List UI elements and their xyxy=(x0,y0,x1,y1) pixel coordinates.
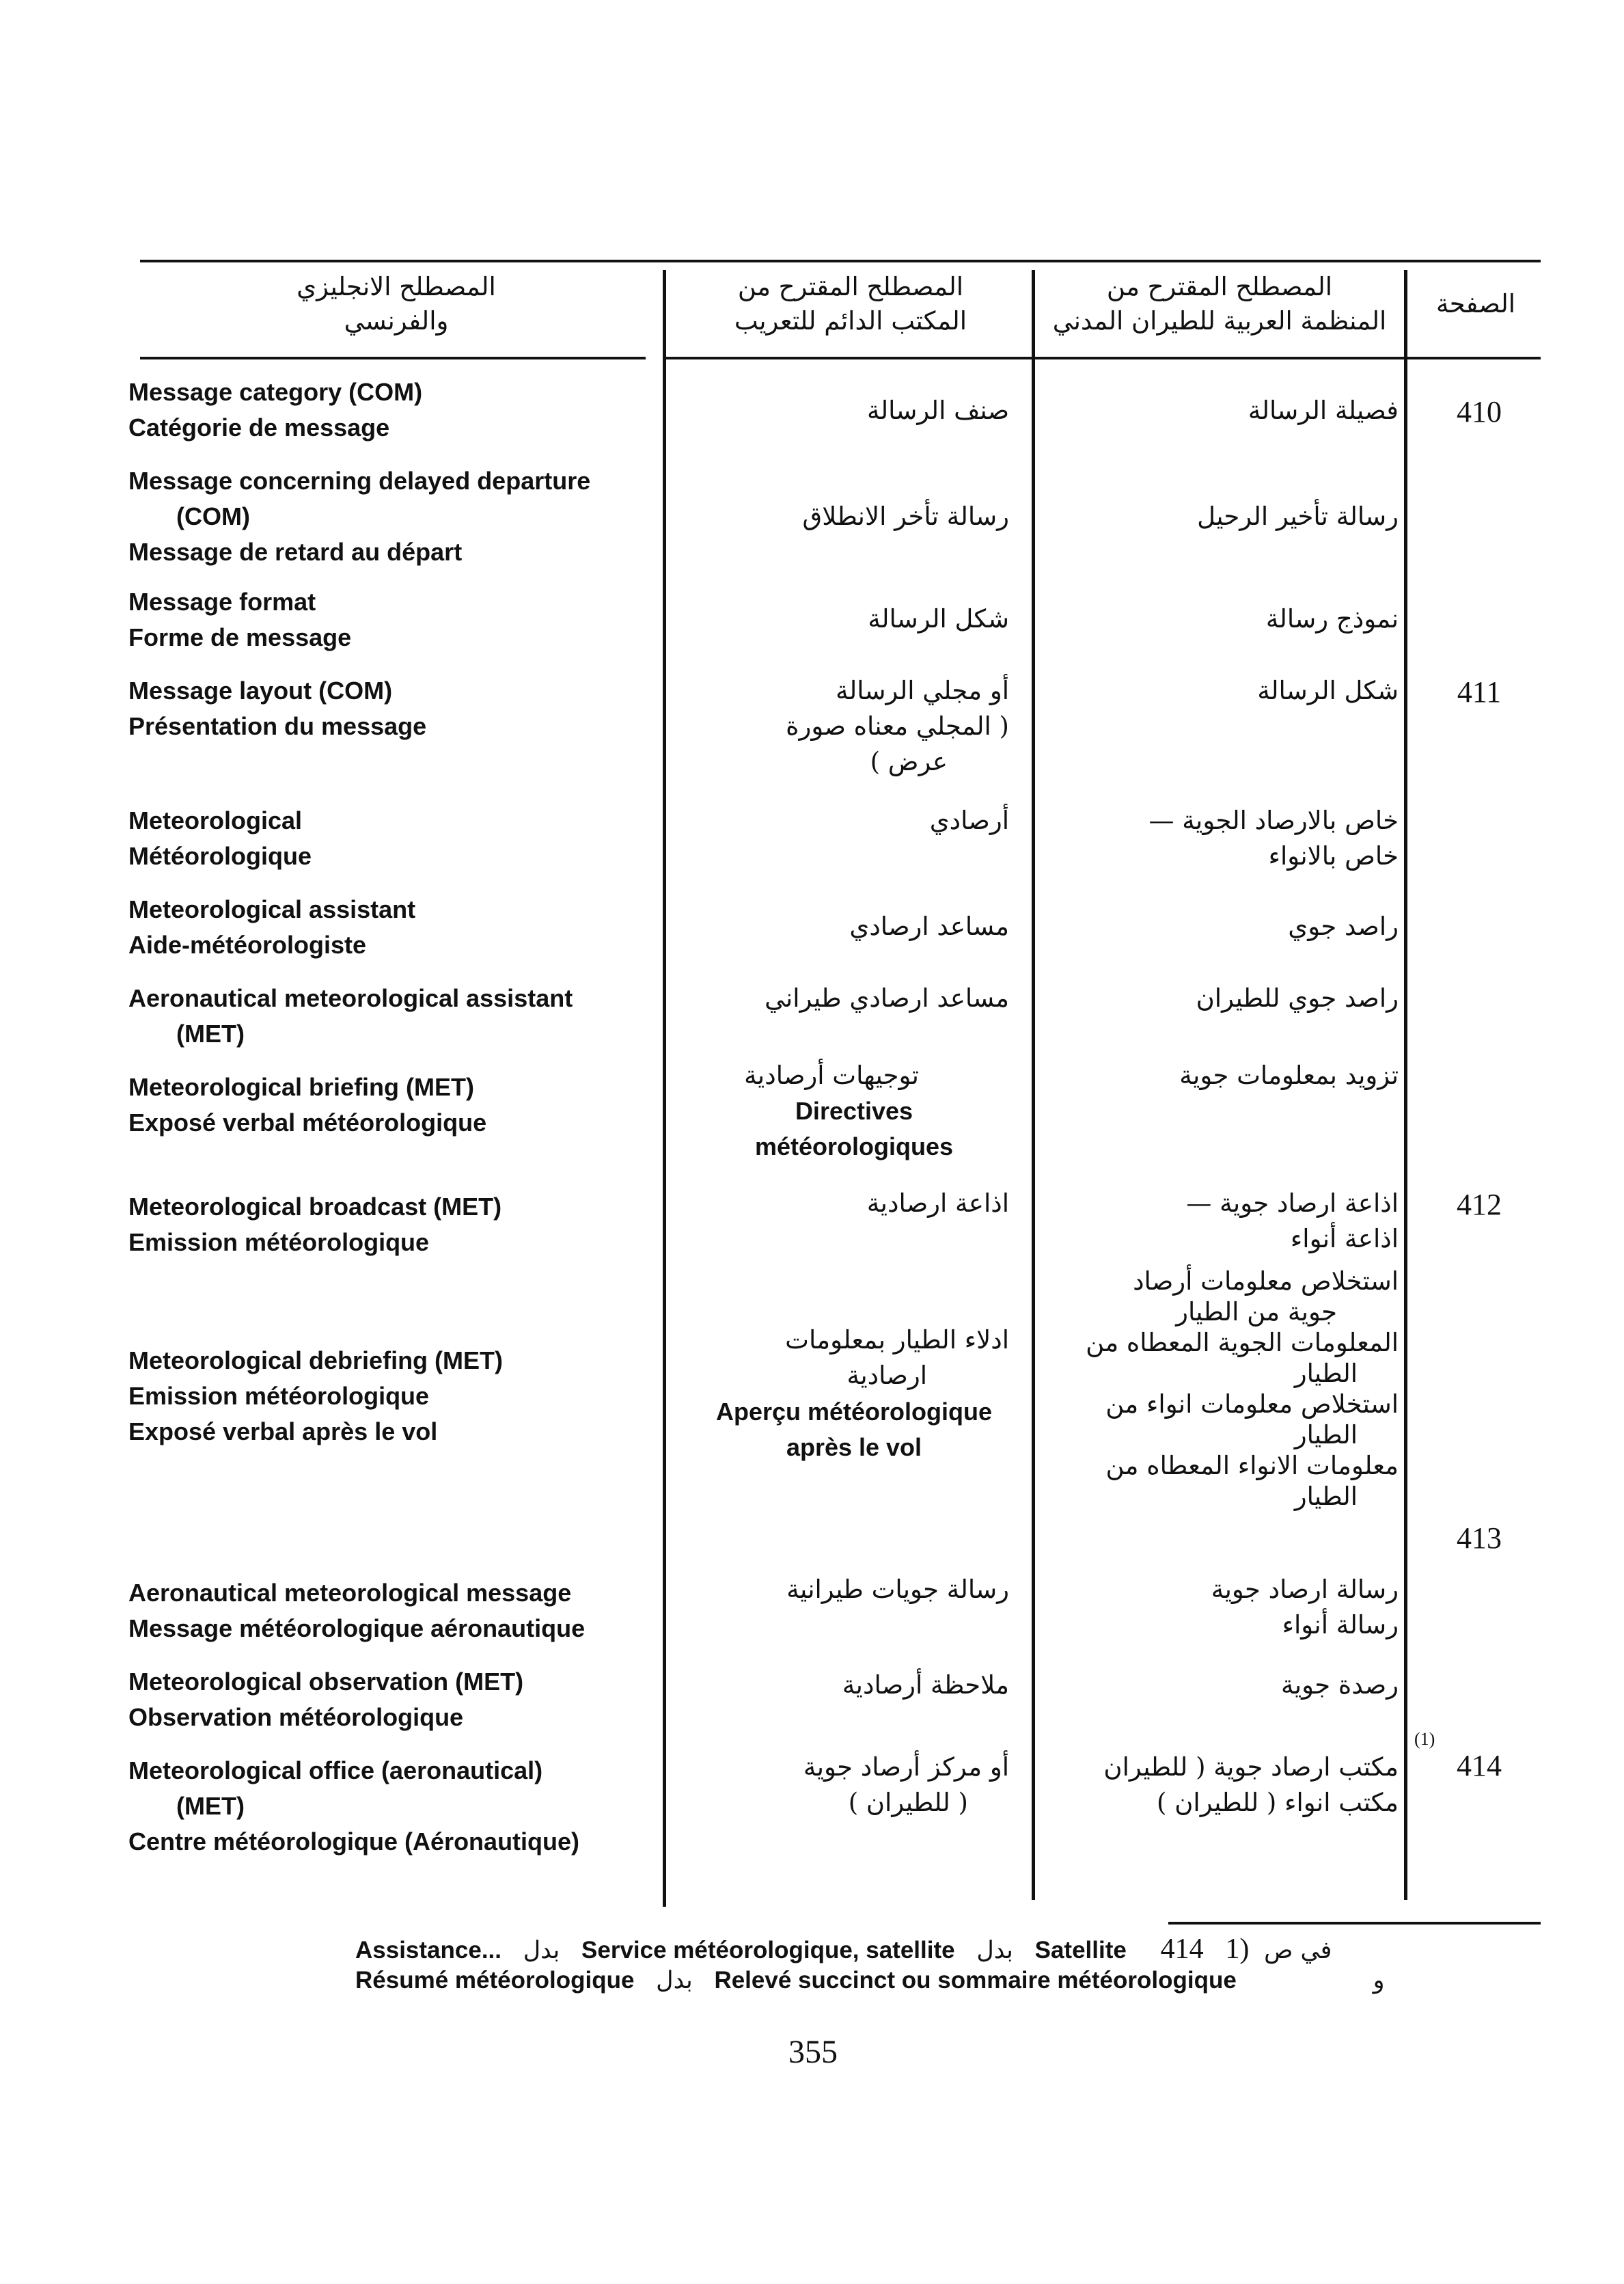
ar-line: الطيار xyxy=(1294,1420,1358,1450)
header-org xyxy=(1038,270,1401,338)
bureau-term-fr xyxy=(676,1093,1032,1165)
footnote-mark: (1 xyxy=(1225,1933,1250,1965)
term-line: Meteorological office (aeronautical) xyxy=(128,1756,543,1784)
footnote-ar: بدل xyxy=(656,1967,693,1994)
page-ref: 414 xyxy=(1457,1749,1502,1782)
term-line: Aide-météorologiste xyxy=(128,931,367,959)
org-term xyxy=(1016,1750,1399,1821)
term-line: (MET) xyxy=(176,1020,245,1048)
footnote-text: Satellite xyxy=(1034,1937,1127,1963)
bureau-term xyxy=(654,909,1009,944)
ar-line: الطيار xyxy=(1294,1482,1358,1511)
fr-line: Aperçu météorologique xyxy=(715,1398,993,1426)
term-en-fr xyxy=(128,375,668,446)
footnote-ar: و xyxy=(1373,1967,1385,1994)
org-term xyxy=(1016,673,1399,709)
header-page-label: الصفحة xyxy=(1435,289,1516,318)
term-en-fr xyxy=(128,1343,668,1450)
fr-line: Directives xyxy=(795,1097,913,1125)
ar-line: ملاحظة أرصادية xyxy=(842,1670,1009,1700)
term-line: (MET) xyxy=(176,1792,245,1820)
ar-line: استخلاص معلومات انواء من xyxy=(1105,1389,1399,1419)
term-en-fr xyxy=(128,1189,668,1260)
footnote-text: Service météorologique, satellite xyxy=(581,1937,955,1963)
bureau-term xyxy=(654,1186,1009,1221)
org-term xyxy=(1016,981,1399,1016)
footnote-line-2 xyxy=(355,1967,1384,1994)
bureau-term xyxy=(654,1572,1009,1607)
fr-line: météorologiques xyxy=(754,1132,954,1160)
org-term xyxy=(1016,1668,1399,1703)
ar-line: أو مركز أرصاد جوية xyxy=(803,1752,1009,1782)
term-en-fr xyxy=(128,1575,668,1646)
ar-line: توجيهات أرصادية xyxy=(744,1061,919,1090)
org-term xyxy=(1016,1058,1399,1093)
term-line: Catégorie de message xyxy=(128,413,390,441)
org-term xyxy=(1016,1266,1399,1512)
column-divider-3 xyxy=(1404,270,1407,1900)
term-en-fr xyxy=(128,981,668,1052)
term-line: Observation météorologique xyxy=(128,1703,464,1731)
page-ref: 410 xyxy=(1457,395,1502,429)
ar-line: شكل الرسالة xyxy=(1257,676,1399,705)
ar-line: مساعد ارصادي طيراني xyxy=(765,983,1009,1013)
bureau-term xyxy=(654,393,1009,429)
org-term xyxy=(1016,1572,1399,1643)
ar-line: راصد جوي للطيران xyxy=(1196,983,1399,1013)
org-term xyxy=(1016,909,1399,944)
page-ref: 412 xyxy=(1457,1188,1502,1221)
ar-line: رصدة جوية xyxy=(1281,1670,1399,1700)
bureau-term-fr xyxy=(676,1394,1032,1465)
term-line: Emission météorologique xyxy=(128,1228,430,1256)
footnote-text: Relevé succinct ou sommaire météorologique xyxy=(714,1967,1237,1994)
header-org-line1: المصطلح المقترح من xyxy=(1106,272,1333,301)
footnote-ar: في ص xyxy=(1264,1937,1332,1964)
term-en-fr xyxy=(128,1753,668,1860)
org-term xyxy=(1016,393,1399,429)
ar-line: راصد جوي xyxy=(1288,912,1399,941)
term-line: (COM) xyxy=(176,502,250,530)
ar-line: رسالة تأخر الانطلاق xyxy=(802,502,1009,531)
term-line: Message format xyxy=(128,588,316,616)
term-line: Meteorological broadcast (MET) xyxy=(128,1193,502,1221)
bureau-term xyxy=(654,673,1009,780)
header-org-line2: المنظمة العربية للطيران المدني xyxy=(1052,306,1387,336)
ar-line: اذاعة ارصاد جوية — xyxy=(1186,1188,1399,1218)
term-en-fr xyxy=(128,584,668,655)
ar-line: ( للطيران ) xyxy=(848,1788,968,1817)
ar-line: ادلاء الطيار بمعلومات xyxy=(785,1325,1009,1355)
header-terms xyxy=(178,270,615,338)
term-line: Centre météorologique (Aéronautique) xyxy=(128,1827,580,1855)
term-en-fr xyxy=(128,892,668,963)
header-rule-right xyxy=(666,357,1541,359)
page-ref: 411 xyxy=(1457,675,1502,709)
term-line: Meteorological briefing (MET) xyxy=(128,1073,475,1101)
fr-line: après le vol xyxy=(786,1433,922,1461)
footnote-ar: بدل xyxy=(976,1937,1013,1964)
ar-line: فصيلة الرسالة xyxy=(1248,396,1399,425)
ar-line: استخلاص معلومات أرصاد xyxy=(1133,1266,1399,1296)
bureau-term xyxy=(654,981,1009,1016)
ar-line: عرض ) xyxy=(870,747,948,776)
term-line: Aeronautical meteorological message xyxy=(128,1579,572,1607)
org-term xyxy=(1016,803,1399,874)
ar-line: أرصادي xyxy=(929,806,1009,835)
term-line: Message concerning delayed departure xyxy=(128,467,591,495)
bureau-term xyxy=(654,1322,1009,1393)
ar-line: رسالة تأخير الرحيل xyxy=(1197,502,1399,531)
bureau-term xyxy=(654,1750,1009,1821)
bureau-term xyxy=(654,803,1009,839)
ar-line: رسالة ارصاد جوية xyxy=(1211,1575,1399,1604)
ar-line: الطيار xyxy=(1294,1359,1358,1388)
ar-line: تزويد بمعلومات جوية xyxy=(1179,1061,1399,1090)
ar-line: خاص بالارصاد الجوية — xyxy=(1148,806,1399,835)
bureau-term xyxy=(654,1668,1009,1703)
header-page xyxy=(1411,287,1541,321)
ar-line: شكل الرسالة xyxy=(868,604,1009,634)
term-line: Meteorological debriefing (MET) xyxy=(128,1346,504,1374)
ar-line: نموذج رسالة xyxy=(1265,604,1399,634)
ar-line: ( المجلي معناه صورة xyxy=(786,711,1009,741)
term-line: Météorologique xyxy=(128,842,312,870)
term-en-fr xyxy=(128,803,668,874)
ar-line: خاص بالانواء xyxy=(1268,841,1399,871)
header-bureau-line2: المكتب الدائم للتعريب xyxy=(734,306,967,336)
term-en-fr xyxy=(128,673,668,744)
term-line: Message météorologique aéronautique xyxy=(128,1614,586,1642)
ar-line: رسالة أنواء xyxy=(1282,1610,1399,1640)
term-line: Message category (COM) xyxy=(128,378,423,406)
header-terms-line1: المصطلح الانجليزي xyxy=(297,272,496,301)
bureau-term xyxy=(654,1058,1009,1093)
term-line: Meteorological observation (MET) xyxy=(128,1668,524,1696)
ar-line: اذاعة ارصادية xyxy=(866,1188,1009,1218)
ar-line: معلومات الانواء المعطاه من xyxy=(1105,1451,1399,1480)
page-footnote-mark: (1) xyxy=(1414,1729,1435,1749)
ar-line: ارصادية xyxy=(847,1361,927,1390)
header-bureau-line1: المصطلح المقترح من xyxy=(737,272,964,301)
term-line: Message de retard au départ xyxy=(128,538,463,566)
ar-line: رسالة جويات طيرانية xyxy=(786,1575,1009,1604)
ar-line: مكتب ارصاد جوية ( للطيران xyxy=(1103,1752,1399,1782)
ar-line: اذاعة أنواء xyxy=(1290,1224,1399,1253)
footnote-line-1 xyxy=(355,1933,1332,1966)
ar-line: المعلومات الجوية المعطاه من xyxy=(1086,1328,1399,1357)
header-bureau xyxy=(676,270,1025,338)
term-line: Meteorological assistant xyxy=(128,895,416,923)
term-line: Message layout (COM) xyxy=(128,677,393,705)
ar-line: مساعد ارصادي xyxy=(849,912,1009,941)
term-line: Emission météorologique xyxy=(128,1382,430,1410)
header-rule-left xyxy=(140,357,646,359)
page-number: 355 xyxy=(788,2034,838,2070)
ar-line: صنف الرسالة xyxy=(867,396,1009,425)
header-terms-line2: والفرنسي xyxy=(344,306,449,336)
org-term xyxy=(1016,601,1399,637)
term-line: Forme de message xyxy=(128,623,352,651)
ar-line: مكتب انواء ( للطيران ) xyxy=(1157,1788,1399,1817)
table-top-rule xyxy=(140,260,1541,262)
term-line: Exposé verbal météorologique xyxy=(128,1109,487,1137)
term-en-fr xyxy=(128,1070,668,1141)
term-line: Aeronautical meteorological assistant xyxy=(128,984,573,1012)
footnote-text: Résumé météorologique xyxy=(355,1967,635,1994)
bureau-term xyxy=(654,601,1009,637)
page-ref: 413 xyxy=(1457,1521,1502,1555)
term-line: Présentation du message xyxy=(128,712,427,740)
footnote-separator xyxy=(1168,1922,1541,1925)
footnote-page-ref: 414 xyxy=(1160,1933,1204,1965)
bureau-term xyxy=(654,499,1009,534)
footnote-text: Assistance... xyxy=(355,1937,501,1963)
term-en-fr xyxy=(128,463,668,570)
term-line: Meteorological xyxy=(128,806,303,834)
ar-line: جوية من الطيار xyxy=(1176,1297,1337,1327)
term-line: Exposé verbal après le vol xyxy=(128,1417,438,1445)
org-term xyxy=(1016,499,1399,534)
org-term xyxy=(1016,1186,1399,1257)
ar-line: أو مجلي الرسالة xyxy=(836,676,1009,705)
term-en-fr xyxy=(128,1664,668,1735)
footnote-ar: بدل xyxy=(523,1937,560,1964)
